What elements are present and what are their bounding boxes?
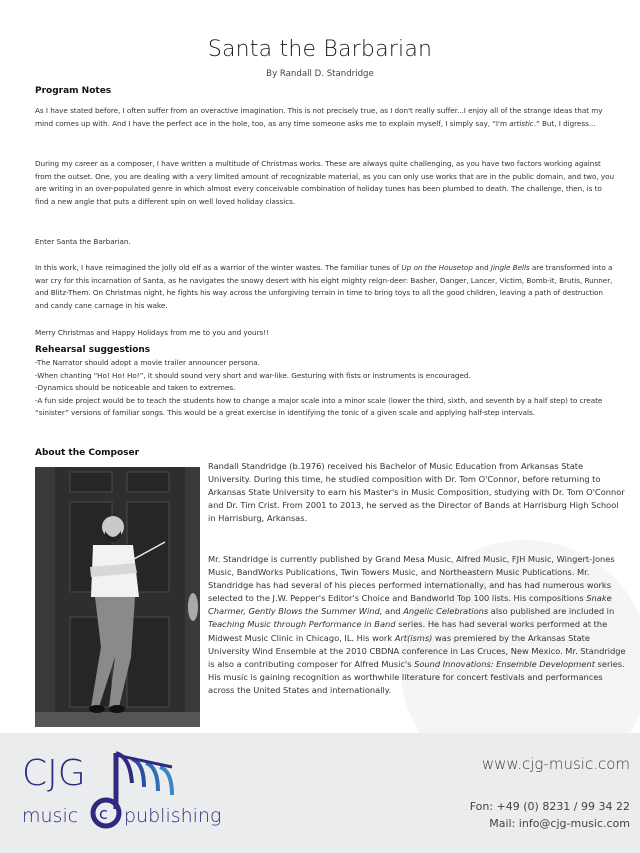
program-notes-paragraph-3: Enter Santa the Barbarian. [35, 237, 131, 246]
text-run: are transformed into a war cry for this incarnation of Santa, as he navigates the snowy desert with his eight mighty reign-deer: Basher, Danger, Lancer, Victim, Bomb-it, Brutis, Runner, and Blitz-Them. On Christmas night, he fights his way across the unforgiving terrain in time to bring toys to all the good children, leaving a path of destruction and candy cane carnage in his wake. [35, 263, 613, 310]
program-notes-paragraph-4 [35, 262, 615, 312]
text-run-italic: artistic [509, 118, 534, 128]
text-run: also published are included in [488, 606, 615, 617]
composer-photo-illustration [35, 467, 200, 727]
publisher-phone: Fon: +49 (0) 8231 / 99 34 22 [469, 800, 630, 813]
text-run-italic: Art(isms) [394, 632, 433, 643]
text-run: Mr. Standridge is currently published by Grand Mesa Music, Alfred Music, FJH Music, Wingert-Jones Music, BandWorks Publications, Twin Towers Music, and Northeastern Music Publications. Mr. Standridge has had several of his pieces performed internationally, and has had numerous works selected to the J.W. Pepper's Editor's Choice and Bandworld Top 100 lists. His compositions [208, 554, 615, 604]
text-run-italic: Jingle Bells [490, 263, 530, 272]
text-run-italic: Up on the Housetop [401, 263, 473, 272]
publisher-website-link[interactable]: www.cjg-music.com [481, 755, 630, 773]
text-run: series. He has had several works performed at the Midwest Music Clinic in Chicago, IL. His work [208, 619, 608, 643]
text-run: was premiered by the Arkansas State University Wind Ensemble at the 2010 CBDNA conference in Las Cruces, New Mexico. Mr. Standridge is also a contributing composer for Alfred Music's [208, 632, 626, 669]
cjg-logo [20, 743, 260, 843]
rehearsal-item: -When chanting “Ho! Ho! Ho!”, it should sound very short and war-like. Gesturing with fists or instruments is encouraged. [35, 370, 471, 380]
page-title: Santa the Barbarian [207, 37, 433, 62]
text-run-italic: Snake Charmer, Gently Blows the Summer Wind, [208, 593, 612, 617]
svg-text:c: c [99, 804, 108, 823]
text-run: In this work, I have reimagined the jolly old elf as a warrior of the winter wastes. The familiar tunes of [35, 263, 402, 272]
text-run-italic: Angelic Celebrations [403, 606, 489, 617]
text-run-italic: Sound Innovations: Ensemble Development [414, 658, 595, 669]
program-notes-heading: Program Notes [35, 86, 112, 96]
text-run: .” But, I digress... [533, 118, 596, 128]
publisher-footer [0, 733, 640, 853]
program-notes-paragraph-2: During my career as a composer, I have written a multitude of Christmas works. These are always quite challenging, as you have two factors working against from the outset. One, you are dealing with a very limited amount of recognizable material, as you can only use works that are in the public domain, and two, you are writing in an over-populated genre in which almost every conceivable combination of holiday tunes has been plumbed to death. The challenge, then, is to find a new angle that puts a different spin on well loved holiday classics. [35, 159, 615, 206]
publisher-contact [470, 798, 630, 832]
text-run: series. His music is gaining recognition as worthwhile literature for concert festivals and performances across the United States and internationally. [208, 658, 625, 695]
text-run-italic: Teaching Music through Performance in Band [208, 619, 396, 630]
logo-letters: CJG [22, 753, 86, 794]
logo-publishing-word: publishing [124, 805, 222, 827]
program-notes-paragraph-1 [35, 105, 615, 130]
rehearsal-heading: Rehearsal suggestions [35, 345, 151, 355]
rehearsal-item: -Dynamics should be noticeable and taken to extremes. [35, 383, 236, 393]
composer-photo [35, 467, 200, 727]
text-run: and [382, 606, 404, 617]
about-composer-heading: About the Composer [35, 448, 140, 458]
rehearsal-item: -A fun side project would be to teach the students how to change a major scale into a minor scale (lower the third, sixth, and seventh by a half step) to create “sinister” versions of familiar songs. This would be a great exercise in identifying the tonic of a given scale and applying half-step intervals. [35, 395, 603, 418]
composer-bio-paragraph-1: Randall Standridge (b.1976) received his Bachelor of Music Education from Arkansas State University. During this time, he studied composition with Dr. Tom O'Connor, before returning to Arkansas State University to earn his Master's in Music Composition, studying with Dr. Tom O'Connor and Dr. Tim Crist. From 2001 to 2013, he served as the Director of Bands at Harrisburg High School in Harrisburg, Arkansas. [208, 461, 625, 524]
composer-byline: By Randall D. Standridge [266, 69, 374, 79]
program-notes-paragraph-5: Merry Christmas and Happy Holidays from me to you and yours!! [35, 328, 269, 337]
rehearsal-list [35, 357, 615, 420]
logo-music-word: music [22, 805, 79, 827]
text-run: As I have stated before, I often suffer from an overactive imagination. This is not precisely true, as I don't really suffer...I enjoy all of the strange ideas that my mind comes up with. And I have the perfect ace in the hole, too, as any time someone asks me to explain myself, I simply say, “I'm [35, 106, 603, 128]
publisher-email-link[interactable]: Mail: info@cjg-music.com [489, 817, 630, 830]
rehearsal-item: -The Narrator should adopt a movie trailer announcer persona. [35, 358, 260, 367]
composer-bio-paragraph-2 [208, 553, 628, 697]
text-run: and [472, 263, 491, 272]
